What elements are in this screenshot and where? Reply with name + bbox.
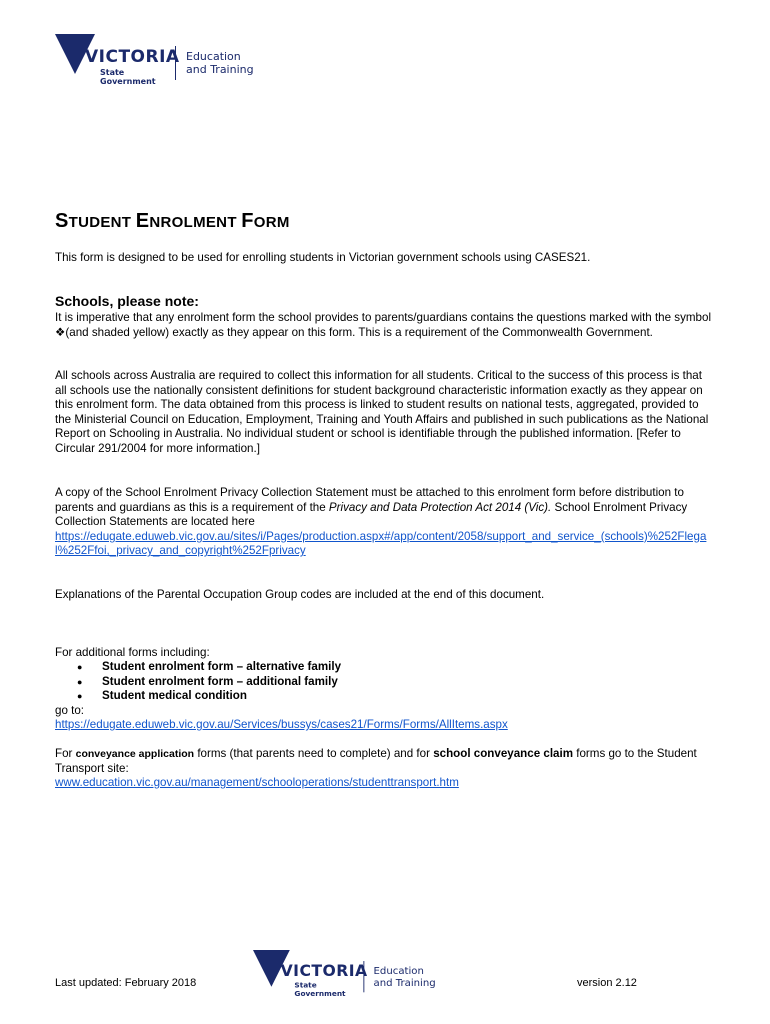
footer-logo <box>253 950 436 1003</box>
victoria-logo-mark <box>55 34 180 92</box>
privacy-statement-link[interactable]: https://edugate.eduweb.vic.gov.au/sites/i/Pages/production.aspx#/app/content/2058/support_and_service_(schools)%252Flegal%252Ffoi,_privacy_and_copyright%252Fprivacy <box>55 529 707 558</box>
list-item: ● Student enrolment form – alternative family <box>77 660 341 675</box>
student-transport-link[interactable]: www.education.vic.gov.au/management/schooloperations/studenttransport.htm <box>55 776 459 789</box>
department-label: Education and Training <box>186 50 254 76</box>
list-item: ● Student enrolment form – additional family <box>77 675 341 690</box>
version-label: version 2.12 <box>577 977 637 989</box>
privacy-paragraph: A copy of the School Enrolment Privacy Collection Statement must be attached to this enrolment form before distribution to parents and guardians as this is a requirement of the Privacy and Data Protection Act 2014 (Vic). School Enrolment Privacy Collection Statements are located here https://edugate.eduweb.vic.gov.au/sites/i/Pages/production.aspx#/app/content/2058/support_and_service_(schools)%252Flegal%252Ffoi,_privacy_and_copyright%252Fprivacy <box>55 486 707 558</box>
goto-label: go to: <box>55 704 85 717</box>
additional-forms-list <box>77 660 341 704</box>
intro-paragraph: This form is designed to be used for enrolling students in Victorian government schools using CASES21. <box>55 251 591 264</box>
department-label: Education and Training <box>373 964 436 989</box>
cases21-forms-link[interactable]: https://edugate.eduweb.vic.gov.au/Services/bussys/cases21/Forms/Forms/AllItems.aspx <box>55 718 508 731</box>
additional-forms-heading: For additional forms including: <box>55 646 210 659</box>
schools-note-paragraph-2: All schools across Australia are required to collect this information for all students. Critical to the success of this process is that all schools use the nationally consistent definitions for student background characteristic information exactly as they appear on this enrolment form. The data obtained from this process is linked to student results on national tests, aggregated, provided to the Ministerial Council on Education, Employment, Training and Youth Affairs and published in such publications as the National Report on Schooling in Australia. No individual student or school is identifiable through the published information. [Refer to Circular 291/2004 for more information.] <box>55 369 709 455</box>
header-logo <box>55 34 254 92</box>
schools-note-paragraph-1: It is imperative that any enrolment form the school provides to parents/guardians contains the questions marked with the symbol ❖(and shaded yellow) exactly as they appear on this form. This is a requirement of the Commonwealth Government. <box>55 311 712 339</box>
schools-note-heading: Schools, please note: <box>55 293 199 309</box>
page-title: STUDENT ENROLMENT FORM <box>55 210 290 232</box>
victoria-logo-mark: VICTORIA State Government <box>253 950 352 1003</box>
state-government-label: State Government <box>100 68 156 86</box>
list-item: ● Student medical condition <box>77 689 341 704</box>
last-updated-label: Last updated: February 2018 <box>55 977 197 989</box>
victoria-wordmark: VICTORIA <box>85 47 180 67</box>
conveyance-paragraph: For conveyance application forms (that parents need to complete) and for school conveyance claim forms go to the Student Transport site: <box>55 747 697 775</box>
occupation-codes-paragraph: Explanations of the Parental Occupation Group codes are included at the end of this document. <box>55 588 545 601</box>
